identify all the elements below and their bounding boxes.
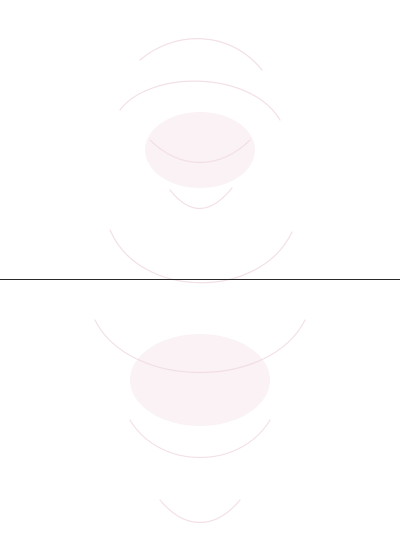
section-divider — [0, 279, 400, 280]
top-text-block — [10, 8, 390, 274]
bottom-text-block — [10, 286, 390, 552]
bottom-text-columns — [10, 286, 390, 552]
top-text-columns — [10, 8, 390, 274]
